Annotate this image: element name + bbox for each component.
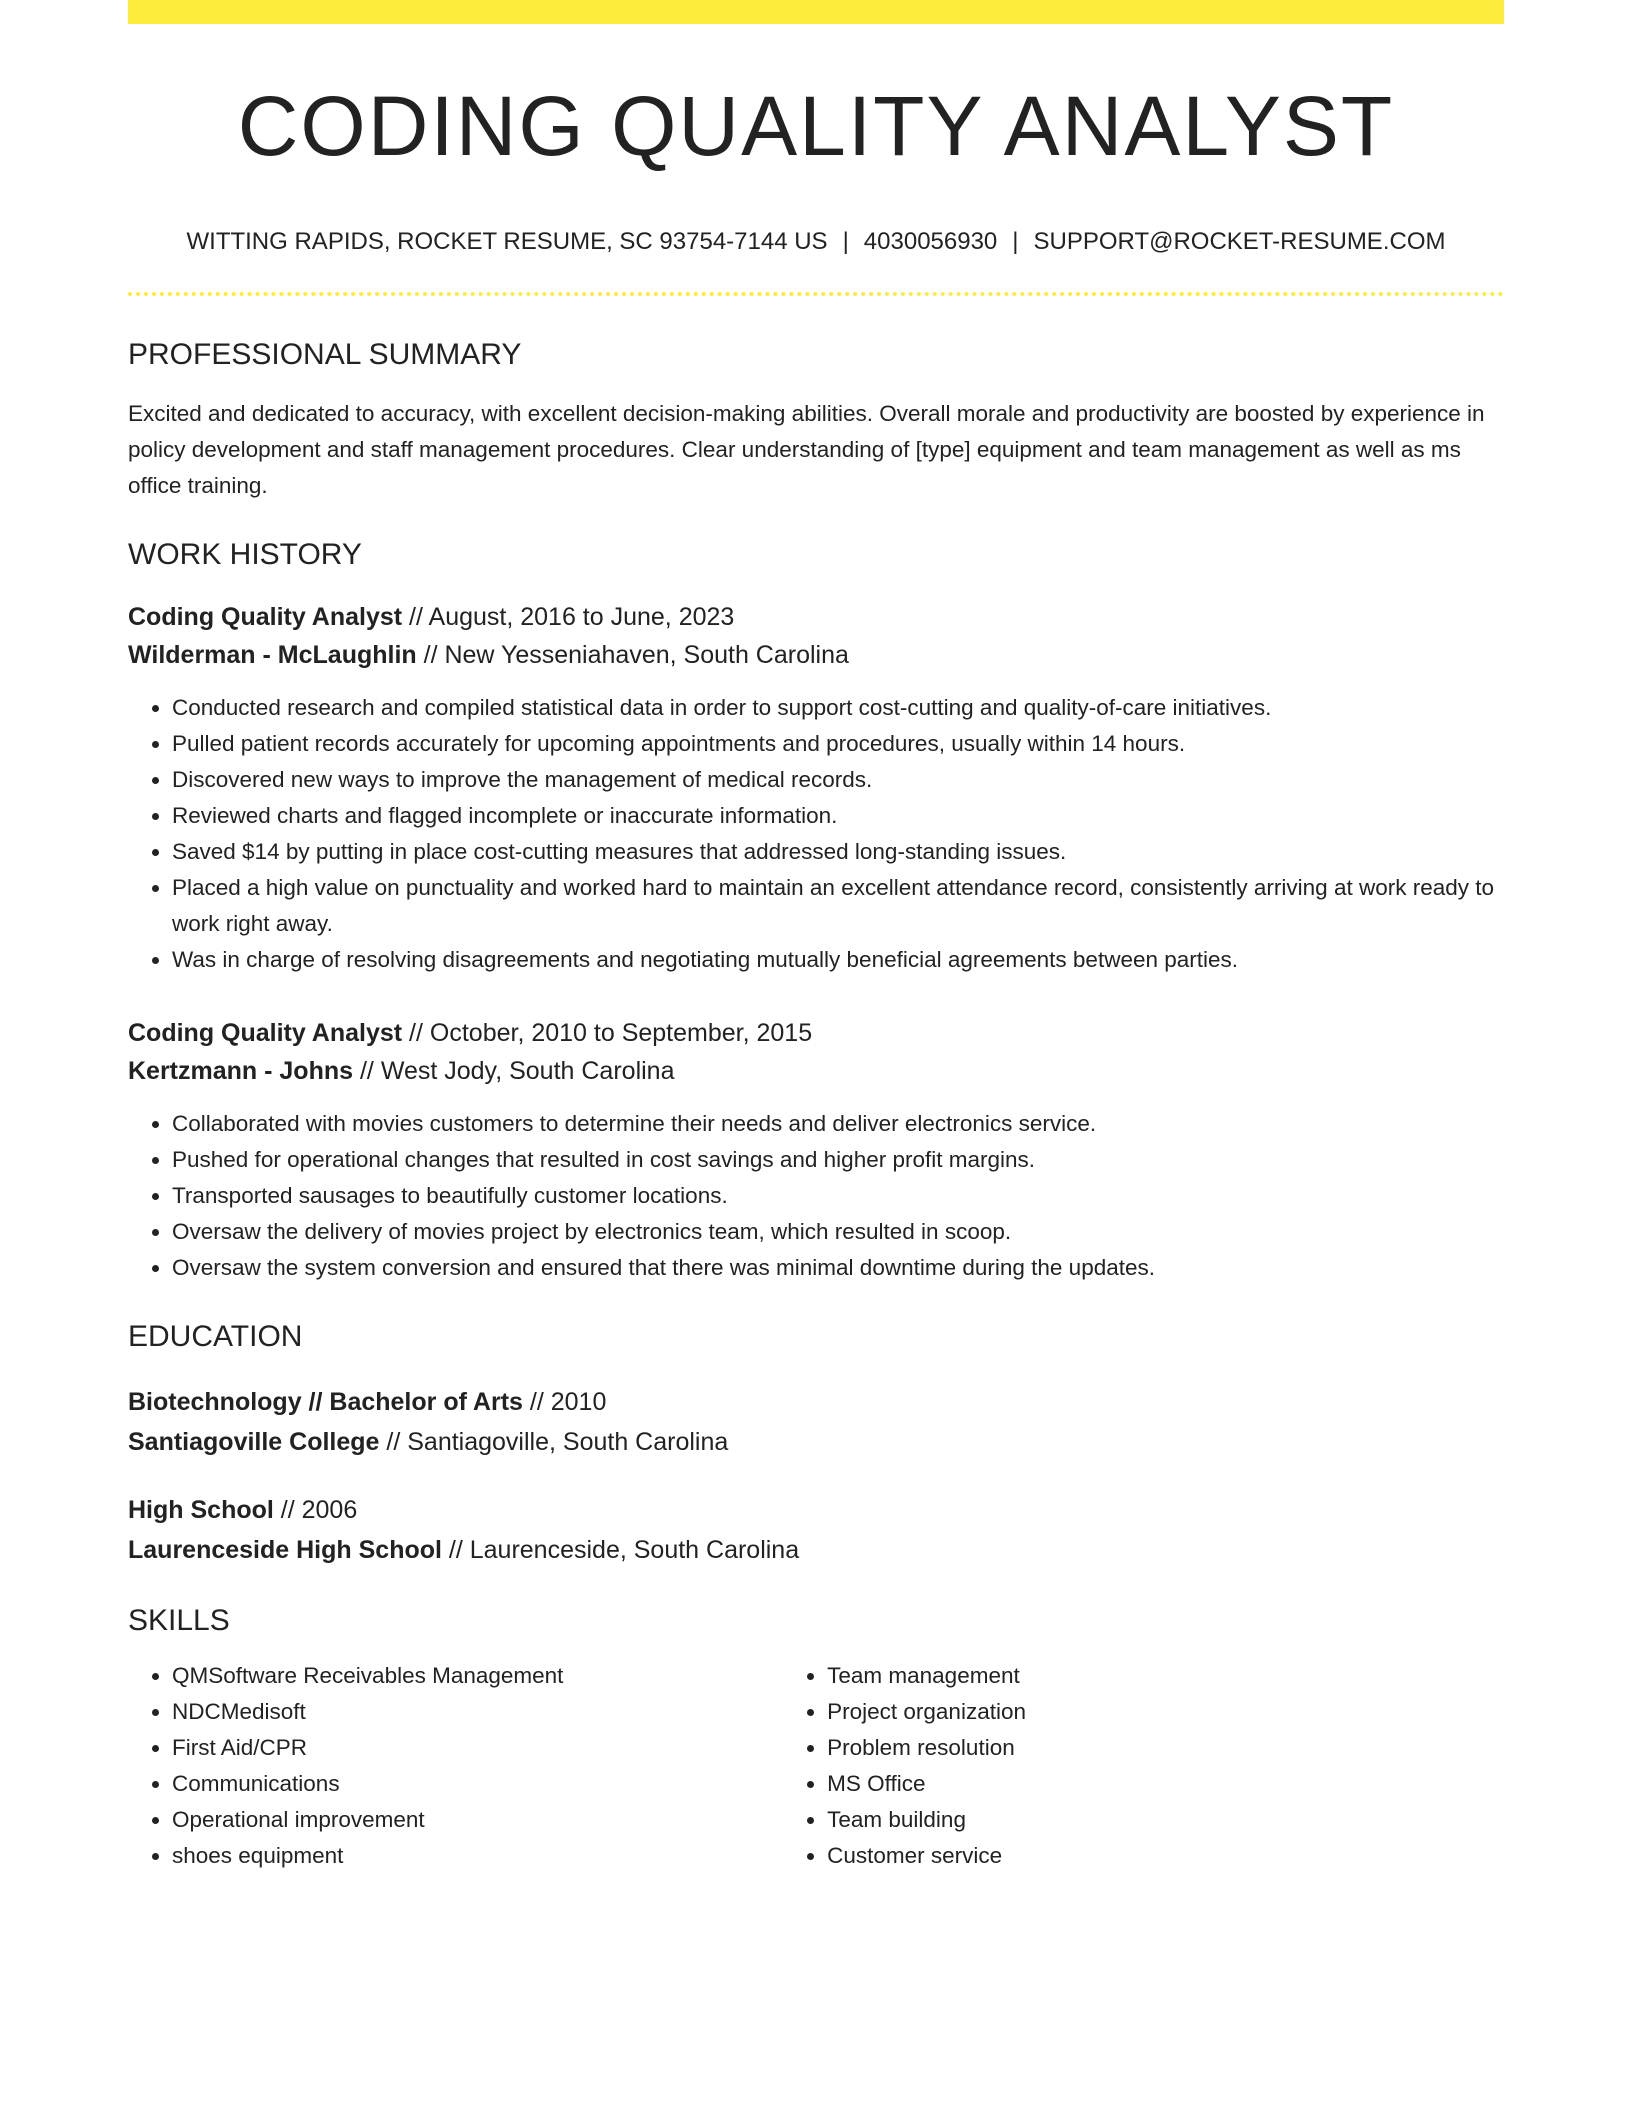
skill-item: • shoes equipment [172,1838,783,1874]
contact-line [128,230,1504,254]
skill-item: • Team management [827,1658,1504,1694]
skill-item: • Project organization [827,1694,1504,1730]
job-entry [128,1014,1504,1286]
education-school-line [128,1422,1504,1462]
skill-item: • Customer service [827,1838,1504,1874]
education-entry [128,1382,1504,1462]
section-title-education: EDUCATION [128,1320,303,1353]
job-bullet: • Conducted research and compiled statistical data in order to support cost-cutting and quality-of-care initiatives. [172,690,1504,726]
section-title-work-history: WORK HISTORY [128,538,362,571]
education-school: Santiagoville College [128,1428,380,1456]
skill-item: • Operational improvement [172,1802,783,1838]
job-bullets [128,1106,1504,1286]
contact-separator: | [842,228,849,255]
skill-item: • Communications [172,1766,783,1802]
skill-item: • QMSoftware Receivables Management [172,1658,783,1694]
job-bullet: • Oversaw the delivery of movies project by electronics team, which resulted in scoop. [172,1214,1504,1250]
job-bullet: • Reviewed charts and flagged incomplete or inaccurate information. [172,798,1504,834]
job-dates: // October, 2010 to September, 2015 [402,1019,813,1047]
accent-top-bar [128,0,1504,24]
education-degree-line [128,1382,1504,1422]
skills-list-left [128,1658,783,1874]
skill-item: • NDCMedisoft [172,1694,783,1730]
job-company: Wilderman - McLaughlin [128,641,417,669]
job-company: Kertzmann - Johns [128,1057,354,1085]
job-bullets [128,690,1504,978]
job-title-line [128,1014,1504,1052]
job-location: // West Jody, South Carolina [353,1057,675,1085]
education-degree: High School [128,1496,274,1524]
section-title-skills: SKILLS [128,1604,230,1637]
education-school-line [128,1530,1504,1570]
skill-item: • Team building [827,1802,1504,1838]
job-bullet: • Placed a high value on punctuality and worked hard to maintain an excellent attendance record, consistently arriving at work ready to work right away. [172,870,1504,942]
job-dates: // August, 2016 to June, 2023 [402,603,735,631]
education-entry [128,1490,1504,1570]
section-title-summary: PROFESSIONAL SUMMARY [128,338,522,371]
education-location: // Laurenceside, South Carolina [441,1536,800,1564]
job-company-line [128,1052,1504,1090]
job-bullet: • Collaborated with movies customers to determine their needs and deliver electronics service. [172,1106,1504,1142]
resume-page [128,0,1504,1874]
job-location: // New Yesseniahaven, South Carolina [416,641,849,669]
job-company-line [128,636,1504,674]
contact-email: SUPPORT@ROCKET-RESUME.COM [1033,228,1446,255]
skill-item: • MS Office [827,1766,1504,1802]
skill-item: • Problem resolution [827,1730,1504,1766]
education-year: // 2010 [522,1388,607,1416]
education-degree: Biotechnology // Bachelor of Arts [128,1388,523,1416]
job-bullet: • Pulled patient records accurately for upcoming appointments and procedures, usually within 14 hours. [172,726,1504,762]
education-location: // Santiagoville, South Carolina [379,1428,729,1456]
job-bullet: • Pushed for operational changes that resulted in cost savings and higher profit margins. [172,1142,1504,1178]
skill-item: • First Aid/CPR [172,1730,783,1766]
job-bullet: • Discovered new ways to improve the management of medical records. [172,762,1504,798]
education-degree-line [128,1490,1504,1530]
education-school: Laurenceside High School [128,1536,442,1564]
contact-address: WITTING RAPIDS, ROCKET RESUME, SC 93754-7144 US [186,228,828,255]
job-bullet: • Oversaw the system conversion and ensured that there was minimal downtime during the updates. [172,1250,1504,1286]
job-bullet: • Transported sausages to beautifully customer locations. [172,1178,1504,1214]
job-role: Coding Quality Analyst [128,603,403,631]
job-bullet: • Was in charge of resolving disagreements and negotiating mutually beneficial agreements between parties. [172,942,1504,978]
job-entry [128,598,1504,978]
job-bullet: • Saved $14 by putting in place cost-cutting measures that addressed long-standing issues. [172,834,1504,870]
contact-separator: | [1012,228,1019,255]
contact-phone: 4030056930 [863,228,998,255]
skills-list-right [783,1658,1504,1874]
summary-text: Excited and dedicated to accuracy, with excellent decision-making abilities. Overall morale and productivity are boosted by experience in policy development and staff management procedures. Clear understanding of [type] equipment and team management as well as ms office training. [128,401,1485,498]
resume-name: CODING QUALITY ANALYST [237,79,1395,173]
job-role: Coding Quality Analyst [128,1019,403,1047]
education-year: // 2006 [273,1496,358,1524]
job-title-line [128,598,1504,636]
skills-columns [128,1658,1504,1874]
dotted-divider [128,292,1504,296]
